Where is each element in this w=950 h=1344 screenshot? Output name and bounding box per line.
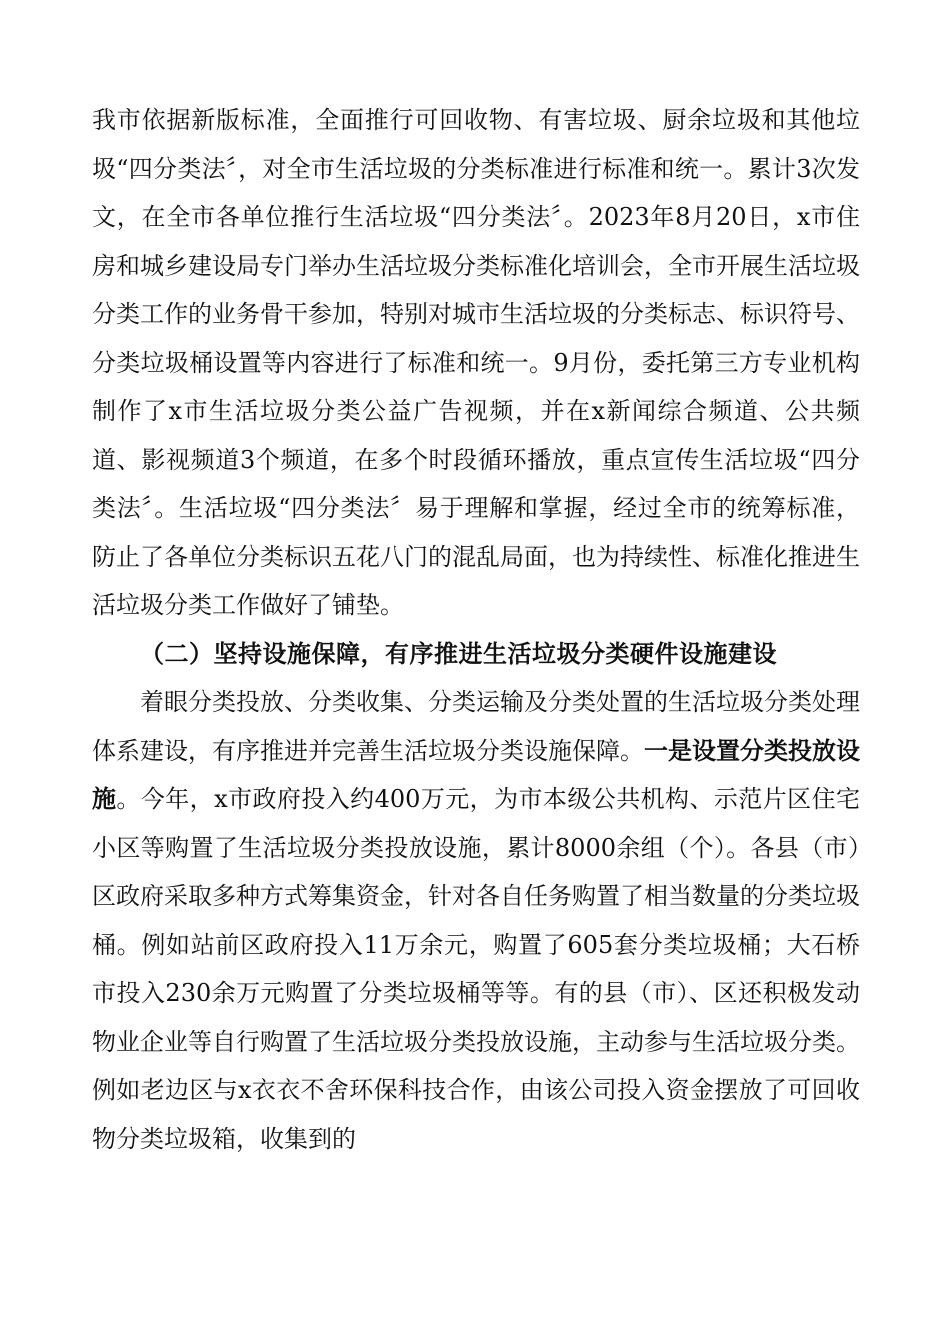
document-page (92, 96, 860, 1163)
paragraph-2-body: 。今年，x市政府投入约400万元，为市本级公共机构、示范片区住宅小区等购置了生活垃圾分类投放设施，累计8000余组（个）。各县（市）区政府采取多种方式筹集资金，针对各自任务购置了相当数量的分类垃圾桶。例如站前区政府投入11万余元，购置了605套分类垃圾桶；大石桥市投入230余万元购置了分类垃圾桶等等。有的县（市）、区还积极发动物业企业等自行购置了生活垃圾分类投放设施，主动参与生活垃圾分类。例如老边区与x衣衣不舍环保科技合作，由该公司投入资金摆放了可回收物分类垃圾箱，收集到的 (92, 785, 860, 1153)
paragraph-2-intro: 着眼分类投放、分类收集、分类运输及分类处置的生活垃圾分类处理体系建设，有序推进并完善生活垃圾分类设施保障。 (92, 688, 860, 765)
section-heading-2: （二）坚持设施保障，有序推进生活垃圾分类硬件设施建设 (140, 639, 777, 668)
paragraph-2-bold-phrase: 一是设置分类投放设施 (92, 736, 860, 813)
body-paragraph-2 (92, 678, 860, 1163)
body-paragraph-1: 我市依据新版标准，全面推行可回收物、有害垃圾、厨余垃圾和其他垃圾“四分类法〞，对全市生活垃圾的分类标准进行标准和统一。累计3次发文，在全市各单位推行生活垃圾“四分类法〞。2023年8月20日，x市住房和城乡建设局专门举办生活垃圾分类标准化培训会，全市开展生活垃圾分类工作的业务骨干参加，特别对城市生活垃圾的分类标志、标识符号、分类垃圾桶设置等内容进行了标准和统一。9月份，委托第三方专业机构制作了x市生活垃圾分类公益广告视频，并在x新闻综合频道、公共频道、影视频道3个频道，在多个时段循环播放，重点宣传生活垃圾“四分类法〞。生活垃圾“四分类法〞易于理解和掌握，经过全市的统筹标准，防止了各单位分类标识五花八门的混乱局面，也为持续性、标准化推进生活垃圾分类工作做好了铺垫。 (92, 106, 860, 619)
